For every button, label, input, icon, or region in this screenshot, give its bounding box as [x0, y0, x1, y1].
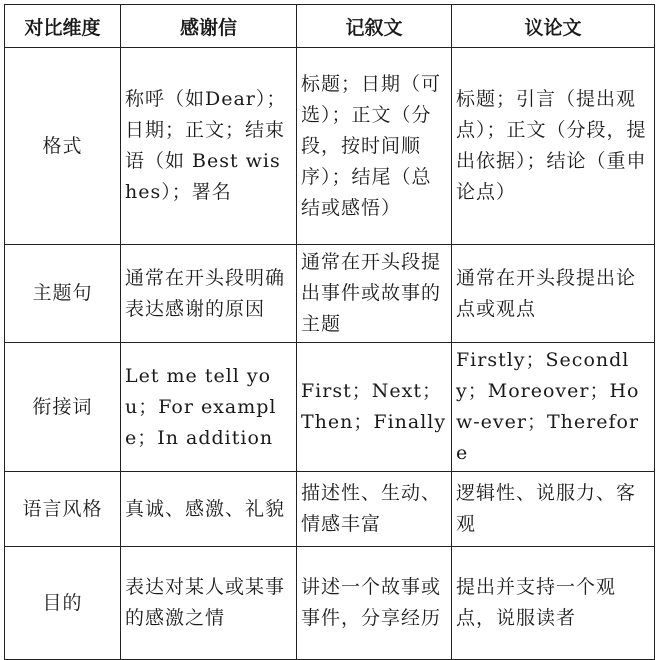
table-cell: Let me tell you；For example；In addition: [121, 343, 297, 472]
header-row: [5, 5, 655, 48]
row-label: 目的: [5, 547, 121, 660]
table-cell: First；Next；Then；Finally: [297, 343, 452, 472]
table-row-transition-words: [5, 343, 655, 472]
header-argumentative: 议论文: [452, 5, 655, 48]
table-cell: 提出并支持一个观点，说服读者: [452, 547, 655, 660]
table-cell: 真诚、感激、礼貌: [121, 472, 297, 547]
row-label: 格式: [5, 48, 121, 245]
table-row-format: [5, 48, 655, 245]
table-cell: 逻辑性、说服力、客观: [452, 472, 655, 547]
table-cell: 标题；日期（可选）；正文（分段，按时间顺序）；结尾（总结或感悟）: [297, 48, 452, 245]
table-row-language-style: [5, 472, 655, 547]
table-cell: Firstly；Secondly；Moreover；How-ever；Therefore: [452, 343, 655, 472]
header-thank-you-letter: 感谢信: [121, 5, 297, 48]
header-narrative: 记叙文: [297, 5, 452, 48]
table-cell: 通常在开头段明确表达感谢的原因: [121, 245, 297, 343]
comparison-table: [4, 4, 655, 660]
table-cell: 表达对某人或某事的感激之情: [121, 547, 297, 660]
table-cell: 称呼（如Dear）；日期；正文；结束语（如 Best wishes）；署名: [121, 48, 297, 245]
table-cell: 描述性、生动、情感丰富: [297, 472, 452, 547]
row-label: 衔接词: [5, 343, 121, 472]
table-cell: 通常在开头段提出论点或观点: [452, 245, 655, 343]
table-row-topic-sentence: [5, 245, 655, 343]
table-cell: 讲述一个故事或事件，分享经历: [297, 547, 452, 660]
row-label: 语言风格: [5, 472, 121, 547]
header-dimension: 对比维度: [5, 5, 121, 48]
table-row-purpose: [5, 547, 655, 660]
table-cell: 通常在开头段提出事件或故事的主题: [297, 245, 452, 343]
row-label: 主题句: [5, 245, 121, 343]
table-cell: 标题；引言（提出观点）；正文（分段，提出依据）；结论（重申论点）: [452, 48, 655, 245]
